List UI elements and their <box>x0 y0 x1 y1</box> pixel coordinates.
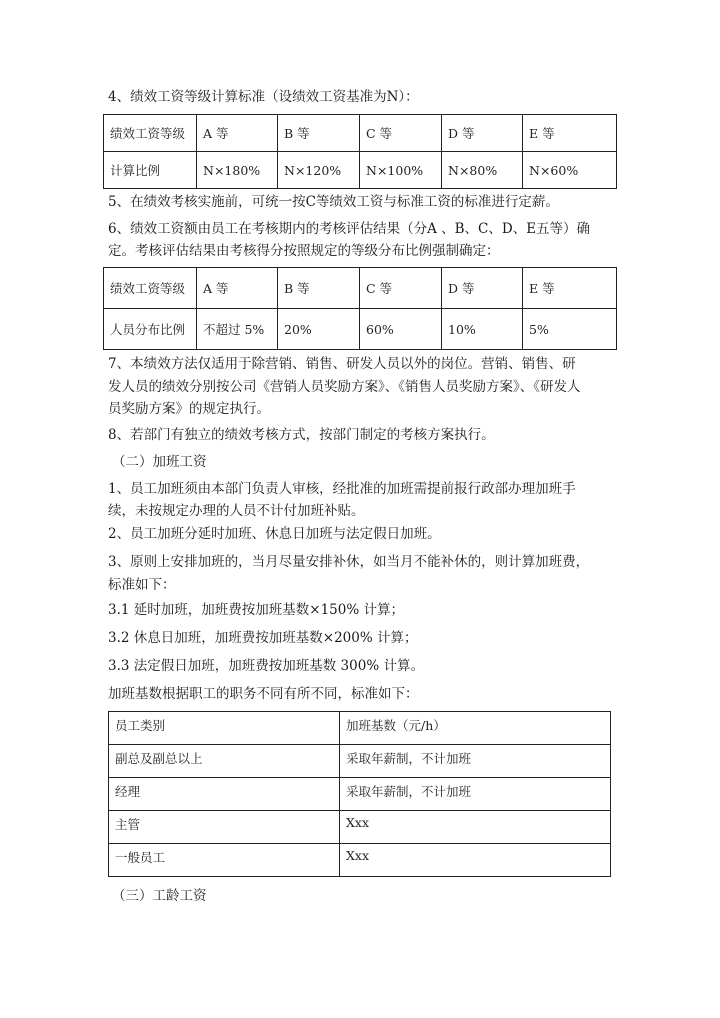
table-cell: A 等 <box>197 268 278 309</box>
table-row <box>109 712 611 745</box>
table-cell: Xxx <box>340 844 611 877</box>
paragraph-7-line-2: 发人员的绩效分别按公司《营销人员奖励方案》、《销售人员奖励方案》、《研发人 <box>108 379 581 395</box>
paragraph-7-line-1: 7、本绩效方法仅适用于除营销、销售、研发人员以外的岗位。营销、销售、研 <box>108 356 576 372</box>
table-cell: C 等 <box>360 268 442 309</box>
paragraph-5: 5、在绩效考核实施前，可统一按C等绩效工资与标准工资的标准进行定薪。 <box>108 194 559 210</box>
table-cell: 5% <box>523 309 617 350</box>
overtime-item-3-line-1: 3、原则上安排加班的，当月尽量安排补休，如当月不能补休的，则计算加班费， <box>108 554 590 570</box>
table-cell: 采取年薪制，不计加班 <box>340 778 611 811</box>
table-cell: 采取年薪制，不计加班 <box>340 745 611 778</box>
overtime-rule-3-2: 3.2 休息日加班，加班费按加班基数×200% 计算； <box>108 630 418 646</box>
table-cell: 计算比例 <box>104 152 197 189</box>
overtime-item-2: 2、员工加班分延时加班、休息日加班与法定假日加班。 <box>108 526 441 542</box>
table-row <box>104 309 617 350</box>
performance-grade-ratio-table <box>103 114 617 189</box>
table-cell: C 等 <box>360 115 442 152</box>
overtime-item-3-line-2: 标准如下： <box>108 577 176 593</box>
table-row <box>104 115 617 152</box>
paragraph-6-line-1: 6、绩效工资额由员工在考核期内的考核评估结果（分A 、B、C、D、E五等）确 <box>108 221 591 237</box>
table-cell: 不超过 5% <box>197 309 278 350</box>
overtime-rule-3-1: 3.1 延时加班，加班费按加班基数×150% 计算； <box>108 602 404 618</box>
table-cell: 经理 <box>109 778 340 811</box>
overtime-base-intro: 加班基数根据职工的职务不同有所不同，标准如下： <box>108 686 419 702</box>
table-cell: 10% <box>442 309 523 350</box>
table-cell: 一般员工 <box>109 844 340 877</box>
section-heading-seniority-pay: （三）工龄工资 <box>112 888 207 904</box>
table-row <box>109 745 611 778</box>
table-row <box>109 778 611 811</box>
table-header-cell: 员工类别 <box>109 712 340 745</box>
table-cell: E 等 <box>523 268 617 309</box>
table-row <box>104 268 617 309</box>
table-cell: 人员分布比例 <box>104 309 197 350</box>
table-row <box>109 844 611 877</box>
table-cell: N×60% <box>523 152 617 189</box>
table-cell: A 等 <box>197 115 278 152</box>
overtime-item-1-line-1: 1、员工加班须由本部门负责人审核，经批准的加班需提前报行政部办理加班手 <box>108 481 576 497</box>
table-cell: 60% <box>360 309 442 350</box>
table-row <box>109 811 611 844</box>
table-cell: B 等 <box>278 268 360 309</box>
table-cell: N×80% <box>442 152 523 189</box>
table-cell: 20% <box>278 309 360 350</box>
overtime-base-table <box>108 711 611 877</box>
table-cell: D 等 <box>442 115 523 152</box>
section-heading-overtime: （二）加班工资 <box>112 454 207 470</box>
table-header-cell: 加班基数（元/h） <box>340 712 611 745</box>
table-cell: E 等 <box>523 115 617 152</box>
table-cell: 绩效工资等级 <box>104 268 197 309</box>
table-cell: N×100% <box>360 152 442 189</box>
table-cell: 主管 <box>109 811 340 844</box>
table-row <box>104 152 617 189</box>
table-cell: 绩效工资等级 <box>104 115 197 152</box>
overtime-item-1-line-2: 续，未按规定办理的人员不计付加班补贴。 <box>108 503 365 519</box>
table-cell: Xxx <box>340 811 611 844</box>
table-cell: D 等 <box>442 268 523 309</box>
table-cell: N×180% <box>197 152 278 189</box>
table-cell: B 等 <box>278 115 360 152</box>
table-cell: 副总及副总以上 <box>109 745 340 778</box>
grade-distribution-table <box>103 267 617 350</box>
paragraph-7-line-3: 员奖励方案》的规定执行。 <box>108 401 270 417</box>
table-cell: N×120% <box>278 152 360 189</box>
paragraph-8: 8、若部门有独立的绩效考核方式，按部门制定的考核方案执行。 <box>108 427 495 443</box>
paragraph-4: 4、绩效工资等级计算标准（设绩效工资基准为N）： <box>108 89 419 105</box>
overtime-rule-3-3: 3.3 法定假日加班，加班费按加班基数 300% 计算。 <box>108 658 424 674</box>
paragraph-6-line-2: 定。考核评估结果由考核得分按照规定的等级分布比例强制确定： <box>108 243 500 259</box>
